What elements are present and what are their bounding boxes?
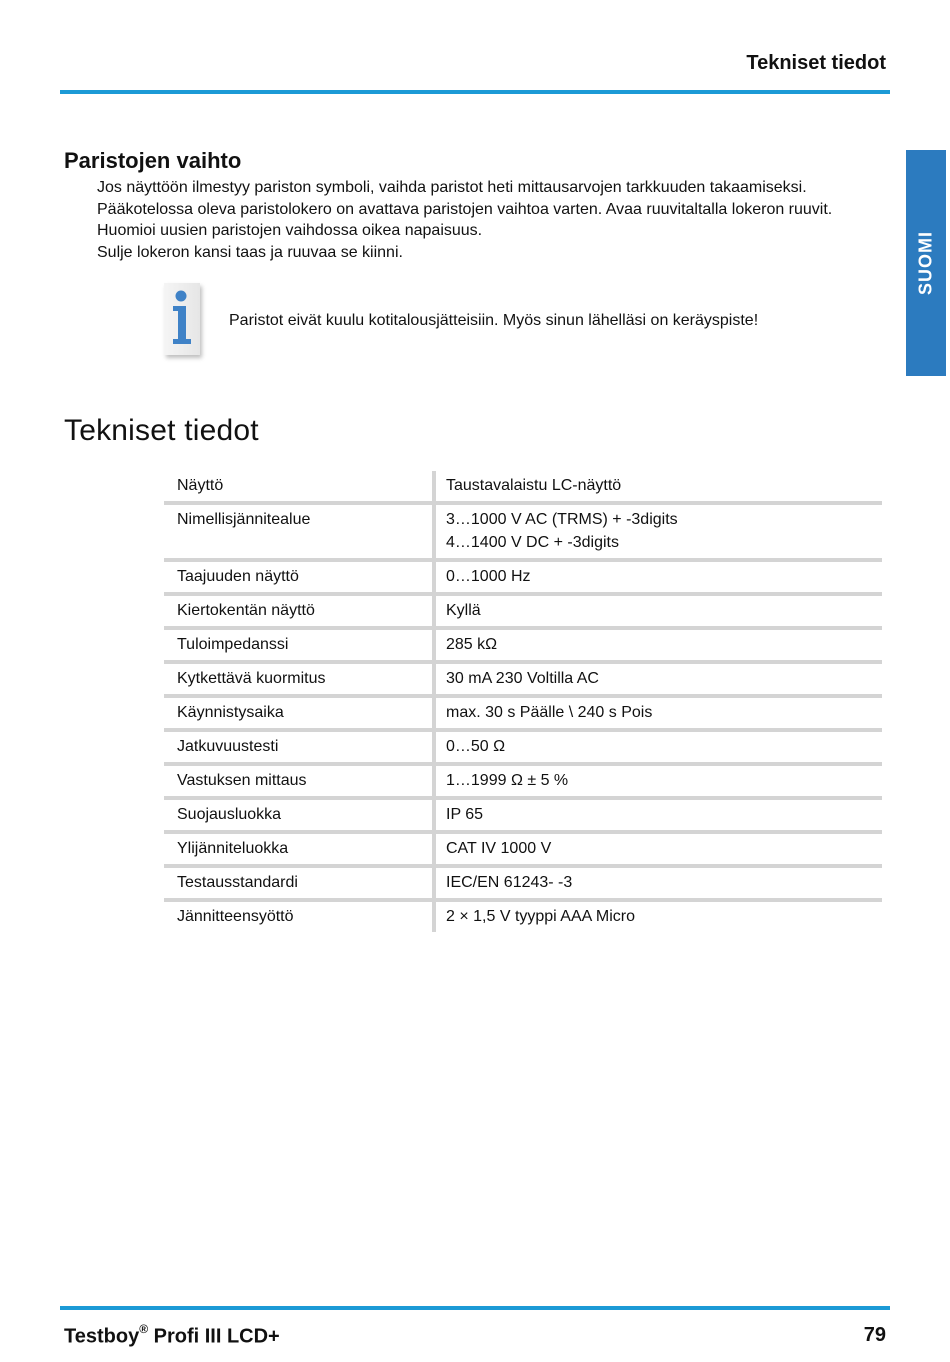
spec-label: Käynnistysaika bbox=[164, 696, 434, 730]
spec-row bbox=[164, 471, 882, 503]
spec-value bbox=[434, 594, 882, 628]
spec-value-line: IEC/EN 61243- -3 bbox=[446, 874, 573, 891]
registered-mark: ® bbox=[139, 1322, 149, 1336]
spec-value-line: 0…50 Ω bbox=[446, 738, 506, 755]
spec-value bbox=[434, 866, 882, 900]
spec-value-line: 2 × 1,5 V tyyppi AAA Micro bbox=[446, 908, 635, 925]
spec-value bbox=[434, 798, 882, 832]
running-header-title: Tekniset tiedot bbox=[746, 52, 886, 74]
spec-value-line: max. 30 s Päälle \ 240 s Pois bbox=[446, 704, 653, 721]
spec-row bbox=[164, 866, 882, 900]
footer-brand: Testboy bbox=[64, 1325, 140, 1348]
footer-rule bbox=[60, 1306, 890, 1310]
spec-label: Tuloimpedanssi bbox=[164, 628, 434, 662]
spec-row bbox=[164, 764, 882, 798]
spec-label: Jatkuvuustesti bbox=[164, 730, 434, 764]
battery-section-body bbox=[97, 177, 887, 263]
spec-value bbox=[434, 628, 882, 662]
spec-value-line: IP 65 bbox=[446, 806, 484, 823]
footer-product: Profi III LCD+ bbox=[148, 1325, 280, 1348]
battery-section-heading: Paristojen vaihto bbox=[64, 148, 242, 173]
spec-value bbox=[434, 662, 882, 696]
battery-paragraph: Sulje lokeron kansi taas ja ruuvaa se kiinni. bbox=[97, 243, 403, 261]
spec-row bbox=[164, 730, 882, 764]
spec-row bbox=[164, 900, 882, 932]
footer-product-name bbox=[64, 1324, 280, 1349]
spec-value-line: 1…1999 Ω ± 5 % bbox=[446, 772, 569, 789]
spec-value bbox=[434, 560, 882, 594]
battery-paragraph: Jos näyttöön ilmestyy pariston symboli, vaihda paristot heti mittausarvojen tarkkuuden takaamiseksi. bbox=[97, 179, 807, 196]
spec-row bbox=[164, 560, 882, 594]
spec-label: Ylijänniteluokka bbox=[164, 832, 434, 866]
spec-value-line: Taustavalaistu LC-näyttö bbox=[446, 477, 622, 494]
spec-value bbox=[434, 730, 882, 764]
spec-label: Näyttö bbox=[164, 471, 434, 503]
spec-value-line: 4…1400 V DC + -3digits bbox=[446, 534, 619, 551]
spec-label: Suojausluokka bbox=[164, 798, 434, 832]
spec-value bbox=[434, 900, 882, 932]
spec-value bbox=[434, 471, 882, 503]
spec-row bbox=[164, 628, 882, 662]
language-side-tab bbox=[906, 150, 946, 376]
spec-value-line: CAT IV 1000 V bbox=[446, 840, 552, 857]
spec-value-line: 0…1000 Hz bbox=[446, 568, 531, 585]
spec-label: Testausstandardi bbox=[164, 866, 434, 900]
spec-value-line: Kyllä bbox=[446, 602, 481, 619]
spec-value-line: 3…1000 V AC (TRMS) + -3digits bbox=[446, 511, 678, 528]
header-rule bbox=[60, 90, 890, 94]
spec-value bbox=[434, 832, 882, 866]
page-number: 79 bbox=[863, 1324, 886, 1346]
spec-value bbox=[434, 764, 882, 798]
spec-label: Vastuksen mittaus bbox=[164, 764, 434, 798]
spec-row bbox=[164, 594, 882, 628]
spec-label: Taajuuden näyttö bbox=[164, 560, 434, 594]
spec-row bbox=[164, 798, 882, 832]
specs-table bbox=[164, 471, 882, 932]
spec-row bbox=[164, 696, 882, 730]
spec-row bbox=[164, 662, 882, 696]
spec-label: Kiertokentän näyttö bbox=[164, 594, 434, 628]
spec-value-line: 30 mA 230 Voltilla AC bbox=[446, 670, 599, 687]
specs-heading: Tekniset tiedot bbox=[64, 414, 259, 447]
spec-value-line: 285 kΩ bbox=[446, 636, 498, 653]
spec-value bbox=[434, 503, 882, 560]
battery-paragraph: Pääkotelossa oleva paristolokero on avattava paristojen vaihtoa varten. Avaa ruuvitaltalla lokeron ruuvit. Huomioi uusien paristojen vaihdossa oikea napaisuus. bbox=[97, 200, 833, 239]
spec-row bbox=[164, 832, 882, 866]
spec-value bbox=[434, 696, 882, 730]
info-note-text: Paristot eivät kuulu kotitalousjätteisiin. Myös sinun lähelläsi on keräyspiste! bbox=[229, 312, 759, 329]
spec-label: Jännitteensyöttö bbox=[177, 908, 294, 925]
spec-label: Kytkettävä kuormitus bbox=[164, 662, 434, 696]
language-side-tab-label: SUOMI bbox=[915, 230, 936, 296]
info-icon bbox=[164, 283, 200, 355]
spec-label: Nimellisjännitealue bbox=[164, 503, 434, 560]
spec-row bbox=[164, 503, 882, 560]
